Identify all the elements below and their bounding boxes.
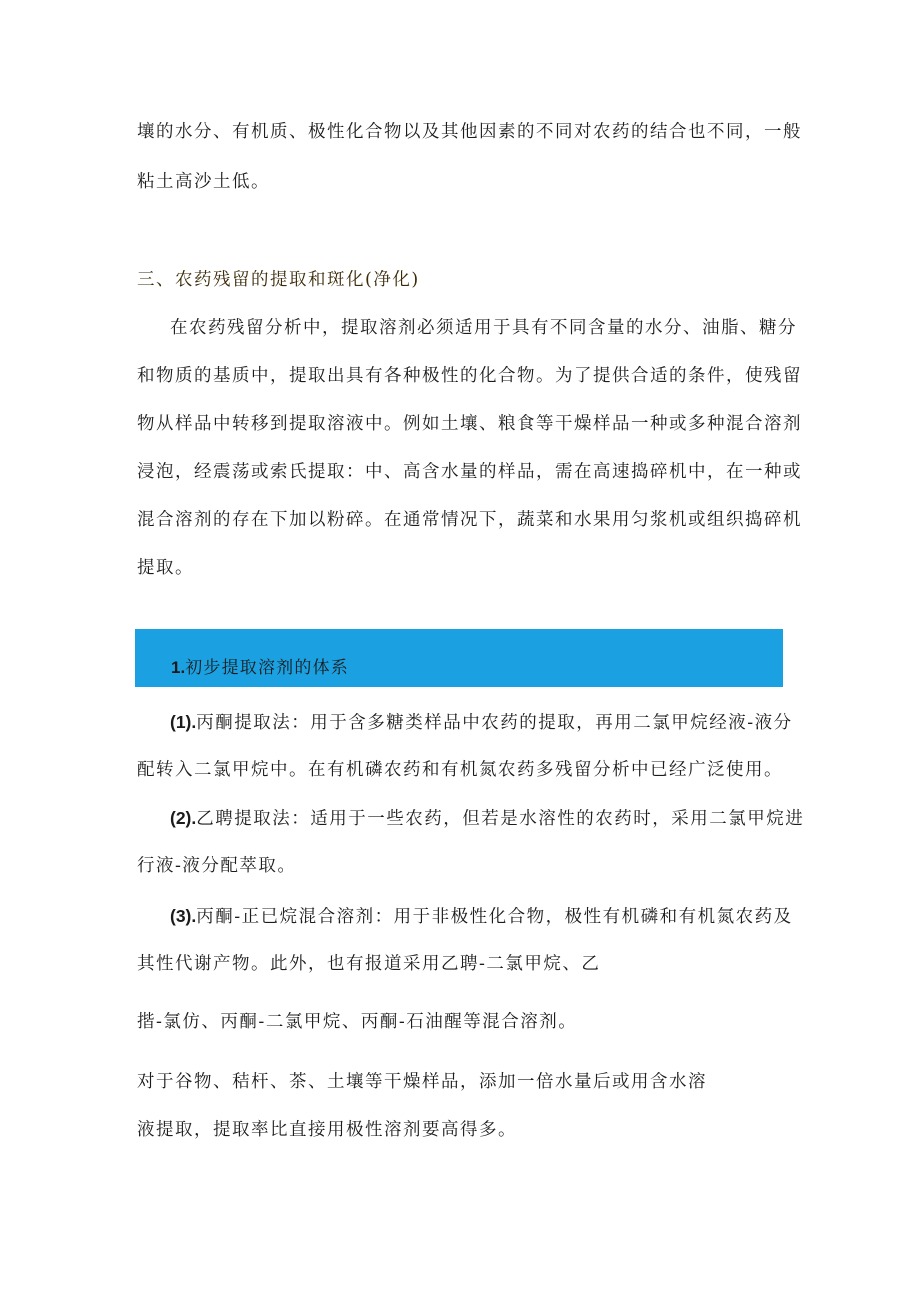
paragraph-line: 和物质的基质中，提取出具有各种极性的化合物。为了提供合适的条件，使残留 [137,366,802,386]
intro-line-2: 粘土高沙土低。 [137,172,270,192]
paragraph-line: 物从样品中转移到提取溶液中。例如土壤、粮食等干燥样品一种或多种混合溶剂 [137,414,802,434]
subsection-title [171,653,349,678]
method-name: 乙聘提取法 [196,809,292,829]
subsection-banner [135,629,783,687]
paragraph-line: 混合溶剂的存在下加以粉碎。在通常情况下，蔬菜和水果用匀浆机或组织捣碎机 [137,510,802,530]
closing-line-2: 液提取，提取率比直接用极性溶剂要高得多。 [137,1120,517,1140]
method-name: 丙酮-正已烷混合溶剂 [196,907,375,927]
method-3-line-2: 其性代谢产物。此外，也有报道采用乙聘-二氯甲烷、乙 [137,954,601,974]
method-number: (2). [170,808,197,828]
method-desc: ：适用于一些农药，但若是水溶性的农药时，采用二氯甲烷进 [291,809,805,829]
paragraph-line: 提取。 [137,558,194,578]
method-number: (3). [170,906,197,926]
method-3-line-3: 揩-氯仿、丙酮-二氯甲烷、丙酮-石油醒等混合溶剂。 [137,1012,578,1032]
paragraph-line: 在农药残留分析中，提取溶剂必须适用于具有不同含量的水分、油脂、糖分 [170,318,797,338]
method-1-line-1 [170,710,793,735]
method-desc: ：用于非极性化合物，极性有机磷和有机氮农药及 [374,907,793,927]
method-2-line-1 [170,806,804,831]
method-number: (1). [170,712,197,732]
subsection-title-text: 初步提取溶剂的体系 [185,658,349,678]
paragraph-line: 浸泡，经震荡或索氏提取：中、高含水量的样品，需在高速捣碎机中，在一种或 [137,462,802,482]
subsection-number: 1. [171,658,186,677]
method-name: 丙酮提取法 [196,713,292,733]
method-3-line-1 [170,904,793,929]
section-heading: 三、农药残留的提取和斑化(净化) [137,270,420,290]
closing-line-1: 对于谷物、秸杆、茶、土壤等干燥样品，添加一倍水量后或用含水溶 [137,1072,707,1092]
intro-line-1: 壤的水分、有机质、极性化合物以及其他因素的不同对农药的结合也不同，一般 [137,122,802,142]
method-2-line-2: 行液-液分配萃取。 [137,856,297,876]
method-desc: ：用于含多糖类样品中农药的提取，再用二氯甲烷经液-液分 [291,713,793,733]
method-1-line-2: 配转入二氯甲烷中。在有机磷农药和有机氮农药多残留分析中已经广泛使用。 [137,760,783,780]
